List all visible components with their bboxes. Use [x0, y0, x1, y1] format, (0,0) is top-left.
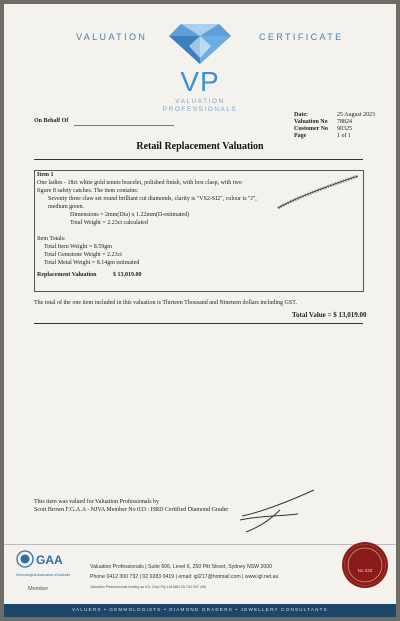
replacement-valuation-label: Replacement Valuation	[37, 272, 97, 278]
item-heading: Item 1	[37, 172, 54, 178]
header-valuation: VALUATION	[76, 32, 148, 42]
valuation-no-value: 78824	[337, 119, 352, 125]
njva-seal-icon	[340, 540, 390, 590]
footer-band	[4, 604, 396, 617]
total-value: Total Value = $ 13,019.00	[292, 311, 367, 319]
gaa-subtitle: Gemmological Association of Australia	[16, 573, 71, 577]
valuation-no-label: Valuation No	[294, 119, 328, 125]
total-rule	[34, 323, 363, 324]
diamond-logo-icon	[167, 22, 233, 66]
customer-no-value: 90325	[337, 126, 352, 132]
customer-no-label: Customer No	[294, 126, 329, 132]
total-text: The total of the one item included in this valuation is Thirteen Thousand and Nineteen dollars including GST.	[34, 300, 297, 306]
title-rule	[34, 159, 363, 160]
item-total-weight: Total Weight = 2.23ct calculated	[70, 220, 148, 226]
signature	[232, 486, 322, 536]
item-total-gem-weight: Total Gemstone Weight = 2.23ct	[44, 252, 122, 258]
valuer-line-2: Scott Brown F.G.A.A - NJVA Member No 033 : HRD Certified Diamond Grader	[34, 507, 229, 513]
item-total-metal-weight: Total Metal Weight = 8.14gm estimated	[44, 260, 140, 266]
footer-rule	[4, 544, 396, 545]
logo-vp-text: VP	[180, 66, 220, 97]
logo-sub-professionals: PROFESSIONALS	[162, 106, 238, 113]
date-value: 25 August 2023	[337, 112, 376, 118]
gaa-emblem-icon	[16, 550, 34, 568]
footer-trading: Valuation Professionals trading as IGL Corp Pty Ltd ABN 25 734 097 496	[90, 585, 206, 589]
gaa-logo-text: GAA	[36, 553, 63, 567]
on-behalf-line	[74, 125, 174, 126]
item-dimensions: Dimensions = 2mm(Dia) x 1.22mm(D-estimated)	[70, 212, 190, 218]
page-label: Page	[294, 133, 307, 139]
certificate-page	[4, 4, 396, 617]
page-title: Retail Replacement Valuation	[136, 141, 264, 152]
footer-band-text: VALUERS • GEMMOLOGISTS • DIAMOND GRADERS • JEWELLERY CONSULTANTS	[72, 607, 328, 612]
seal-number: No 033	[357, 568, 373, 573]
header-certificate: CERTIFICATE	[259, 32, 344, 42]
valuer-line-1: This item was valued for Valuation Professionals by	[34, 499, 160, 505]
page-value: 1 of 1	[337, 133, 351, 139]
item-totals-heading: Item Totals:	[37, 236, 66, 242]
replacement-valuation-value: $ 13,019.00	[113, 272, 142, 278]
bracelet-photo	[272, 170, 364, 214]
gaa-member: Member	[28, 586, 49, 592]
on-behalf-label: On Behalf Of	[34, 118, 69, 124]
date-label: Date:	[294, 112, 308, 118]
item-desc-1: One ladies - 18ct white gold tennis bracelet, polished finish, with box clasp, with two	[37, 180, 242, 186]
item-desc-2: figure 8 safety catches. The item contains:	[37, 188, 139, 194]
item-desc-3: Seventy three claw set round brilliant cut diamonds, clarity is "VS2-SI2", colour is "J",	[48, 196, 257, 202]
logo-sub-valuation: VALUATION	[175, 98, 225, 105]
item-total-item-weight: Total Item Weight = 8.59gm	[44, 244, 112, 250]
item-desc-4: medium green.	[48, 204, 84, 210]
footer-address: Valuation Professionals | Suite 606, Level 6, 250 Pitt Street, Sydney NSW 2000	[90, 564, 273, 570]
footer-contact: Phone 0412 300 732 | 02 9283 0419 | email: igl217@hotmail.com | www.igl.net.au	[90, 574, 279, 580]
